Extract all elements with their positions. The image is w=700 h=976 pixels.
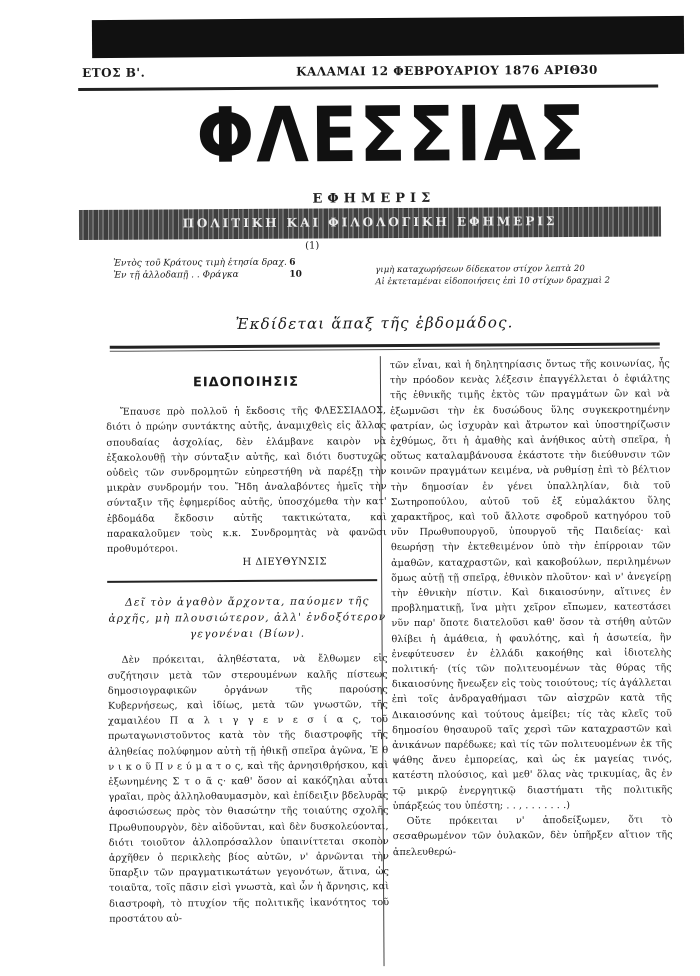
masthead-tagline: ΠΟΛΙΤΙΚΗ ΚΑΙ ΦΙΛΟΛΟΓΙΚΗ ΕΦΗΜΕΡΙΣ: [182, 214, 558, 231]
scan-dark-band: [92, 16, 684, 58]
newspaper-page: [78, 56, 674, 970]
issue-year: ΕΤΟΣ Β'.: [82, 65, 146, 80]
announcement-heading: ΕΙΔΟΠΟΙΗΣΙΣ: [192, 374, 300, 391]
article-body: Δὲν πρόκειται, ἀληθέστατα, νὰ ἔλθωμεν εἰς συζήτησιν μετὰ τῶν στερουμένων καλῆς πίστεως δημοσιογραφικῶν ὀργάνων τῆς παρούσης Κυβερνήσεως, καὶ ἰδίως, μετὰ τῶν γνωστῶν, τῆς χαμαιλέου Π α λ ι γ γ ε ν ε σ ί α ς, τοῦ πρωταγωνιστοῦντος κατὰ τὸν τῆς διαστροφῆς τῆς ἀληθείας πολύφημον αὐτὴ τῇ ἠθικῇ σπεῖρα ἀγῶνα, Ἐ θ ν ι κ ο ῦ Π ν ε ύ μ α τ ο ς, καὶ τῆς ἀρνησιθρήσκου, καὶ ἐξωνημένης Σ τ ο ᾶ ς· καθ' ὅσον αἱ κακόζηλαι αὗται γραῖαι, πρὸς ἀλληλοθαυμασμὸν, καὶ ἐπίδειξιν βδελυρᾶς ἀφοσιώσεως πρὸς τὸν θιασώτην τῆς τοιαύτης σχολῆς Πρωθυπουργὸν, δὲν αἰδοῦνται, καὶ δὲν δυσκολεύονται, διότι τοιοῦτον ἀλλοπρόσαλλον ὑπαινίττεται σκοπὸν ἀρχῆθεν ὁ περικλεὴς βίος αὐτῶν, ν' ἀρνῶνται τὴν ὕπαρξιν τῶν πραγματικωτάτων γεγονότων, ἅτινα, ὡς τοιαῦτα, τοῖς πᾶσιν εἰσὶ γνωστὰ, καὶ ὧν ἡ ἄρνησις, καὶ διαστροφὴ, τὸ πτυχίον τῆς πολιτικῆς ἱκανότητος τοῦ προστάτου αὐ-: [107, 653, 390, 925]
masthead-title: ΦΛΕΣΣΙΑΣ: [196, 90, 587, 181]
price-label: Ἐντὸς τοῦ Κράτους τιμὴ ἐτησία δραχ.: [113, 257, 287, 269]
announcement-signature: Η ΔΙΕΥΘΥΝΣΙΣ: [242, 556, 328, 569]
price-label: Ἐν τῇ ἀλλοδαπῇ . . Φράγκα: [113, 270, 239, 281]
announcement-text: Ἔπαυσε πρὸ πολλοῦ ἡ ἔκδοσις τῆς ΦΛΕΣΣΙΑΔΟΣ, διότι ὁ πρώην συντάκτης αὐτῆς, ἀναμιχθεὶς εἰς ἄλλας σπουδαίας ἀσχολίας, δὲν ἐλάμβανε καιρὸν νὰ ἐξακολουθῇ τὴν σύνταξιν αὐτῆς, καὶ διότι δυστυχῶς οὐδεὶς τῶν συνδρομητῶν εὐηρεστήθη νὰ παρέξῃ τὴν μικρὰν συνδρομήν του. Ἤδη ἀναλαβόντες ἡμεῖς τὴν σύνταξιν τῆς ἐφημερίδος αὐτῆς, ὑποσχόμεθα τὴν κατ' ἑβδομάδα ἔκδοσιν αὐτῆς τακτικώτατα, καὶ παρακαλοῦμεν τοὺς κ.κ. Συνδρομητὰς νὰ φανῶσι προθυμότεροι.: [106, 405, 387, 555]
masthead-subtitle: ΕΦΗΜΕΡΙΣ: [312, 190, 436, 207]
publication-notice: Ἐκδίδεται ἅπαξ τῆς ἑβδομάδος.: [235, 313, 514, 334]
article-next-paragraph: Οὔτε πρόκειται ν' ἀποδείξωμεν, ὅτι τὸ σεσαθρωμένον τῶν ὀυλακῶν, δὲν ὑπῆρξεν αἴτιον τῆς ἀπελευθερώ-: [392, 814, 673, 858]
ad-price-line: Αἱ ἐκτεταμέναι εἰδοποιήσεις ἐπὶ 10 στίχων δραχμαὶ 2: [375, 275, 611, 288]
right-column: [390, 356, 673, 859]
column-rule: [107, 580, 377, 584]
advertisement-prices: [375, 262, 665, 288]
subscription-prices: [113, 256, 333, 281]
issue-number: 30: [580, 62, 598, 77]
price-amount: 6: [289, 257, 296, 268]
epigraph: Δεῖ τὸν ἀγαθὸν ἄρχοντα, παύομεν τῆς ἀρχῆς, μὴ πλουσιώτερον, ἀλλ' ἐνδοξότερον γεγονέναι (Βίων).: [108, 595, 387, 641]
issue-place-date: ΚΑΛΑΜΑΙ 12 ΦΕΒΡΟΥΑΡΙΟΥ 1876 ΑΡΙΘ.: [296, 62, 586, 79]
issue-line: [82, 62, 652, 80]
band-number: (1): [305, 240, 320, 252]
article-continuation: τῶν εἶναι, καὶ ἡ δηλητηρίασις ὄντως τῆς κοινωνίας, ἧς τὴν πρόοδον κενὰς λέξεσιν ἐπαγγέλλεται ὁ ἐφιάλτης τῆς ἐθνικῆς τιμῆς ἐκτὸς τῶν πραγμάτων ὢν καὶ νὰ ἐξωμνῶσι τὴν ἐκ δυσώδους ὕλης συγκεκροτημένην φατρίαν, ὡς ἰσχυρὰν καὶ ἄτρωτον καὶ ὑποστηρίζωσιν ἐχθύμως, ὅτι ἡ ἀμαθὴς καὶ ἀνήθικος αὐτὴ σπεῖρα, ἡ οὕτως καταλαμβάνουσα ἑκάστοτε τὴν διεύθυνσιν τῶν κοινῶν πραγμάτων κειμένα, νὰ ρυθμίσῃ ἐπὶ τὸ βέλτιον τὴν δημοσίαν ἐν γένει ὑπαλληλίαν, διὰ τοῦ Σωτηροπούλου, αὐτοῦ τοῦ ἐξ εὐμαλάκτου ὕλης χαρακτῆρος, καὶ τοῦ ἄλλοτε σφοδροῦ κατηγόρου τοῦ νῦν Πρωθυπουργοῦ, ὑπουργοῦ τῆς Παιδείας· καὶ θεωρήσῃ τὴν ἐκτεθειμένον ὑπὸ τὴν ἐπίρροιαν τῶν ἀμαθῶν, καταχραστῶν, καὶ κακοβούλων, περιλημένων ὅμως αὐτῇ τῇ σπεῖρᾳ, ἐθνικὸν πλοῦτον· καὶ ν' ἀνεγείρῃ τὴν ἐθνικὴν πίστιν. Καὶ δικαιοσύνην, αἵτινες ἐν προβληματικῇ, ἵνα μὴτι χεῖρον εἴπωμεν, κατεστάσει νῦν παρ' ὅποτε διατελοῦσι καθ' ὅσον τὰ στήθη αὐτῶν θλίβει ἡ ἀμάθεια, ἡ φαυλότης, καὶ ἡ ἀσωτεία, ἣν ἐνεφύτευσεν ἐν ἑλλάδι κακοήθης καὶ ἰδιοτελὴς πολιτική· (τίς τῶν πολιτευομένων τὰς θύρας τῆς δικαιοσύνης ἤνεωξεν εἰς τοὺς τοιούτους; τίς ἀγάλλεται ἐπὶ τοῖς ἀνδραγαθήμασι τῶν αἰσχρῶν κατὰ τῆς Δικαιοσύνης καὶ τούτους ἀμείβει; τίς τὰς κλεῖς τοῦ δημοσίου θησαυροῦ ταῖς χερσὶ τῶν καταχραστῶν καὶ ἀνικάνων παρέδωκε; καὶ τίς τῶν πολιτευομένων ἐκ τῆς ψάθης ἄνευ ἐμπορείας, καὶ ὡς ἐκ μαγείας τινός, κατέστη πλούσιος, καὶ μεθ' ὅλας νὰς τρικυμίας, ἂς ἐν τῷ μικρῷ ἐνεργητικῷ διαστήματι τῆς πολιτικῆς ὑπάρξεώς του ὑπέστη; . . , . . . . . . .): [389, 358, 673, 812]
price-row-abroad: [113, 268, 333, 281]
left-column: [106, 358, 389, 927]
ad-price-line: γιμὴ καταχωρήσεων δίδεκατον στίχον λεπτὰ 20: [375, 263, 585, 276]
price-amount: 10: [289, 269, 302, 280]
